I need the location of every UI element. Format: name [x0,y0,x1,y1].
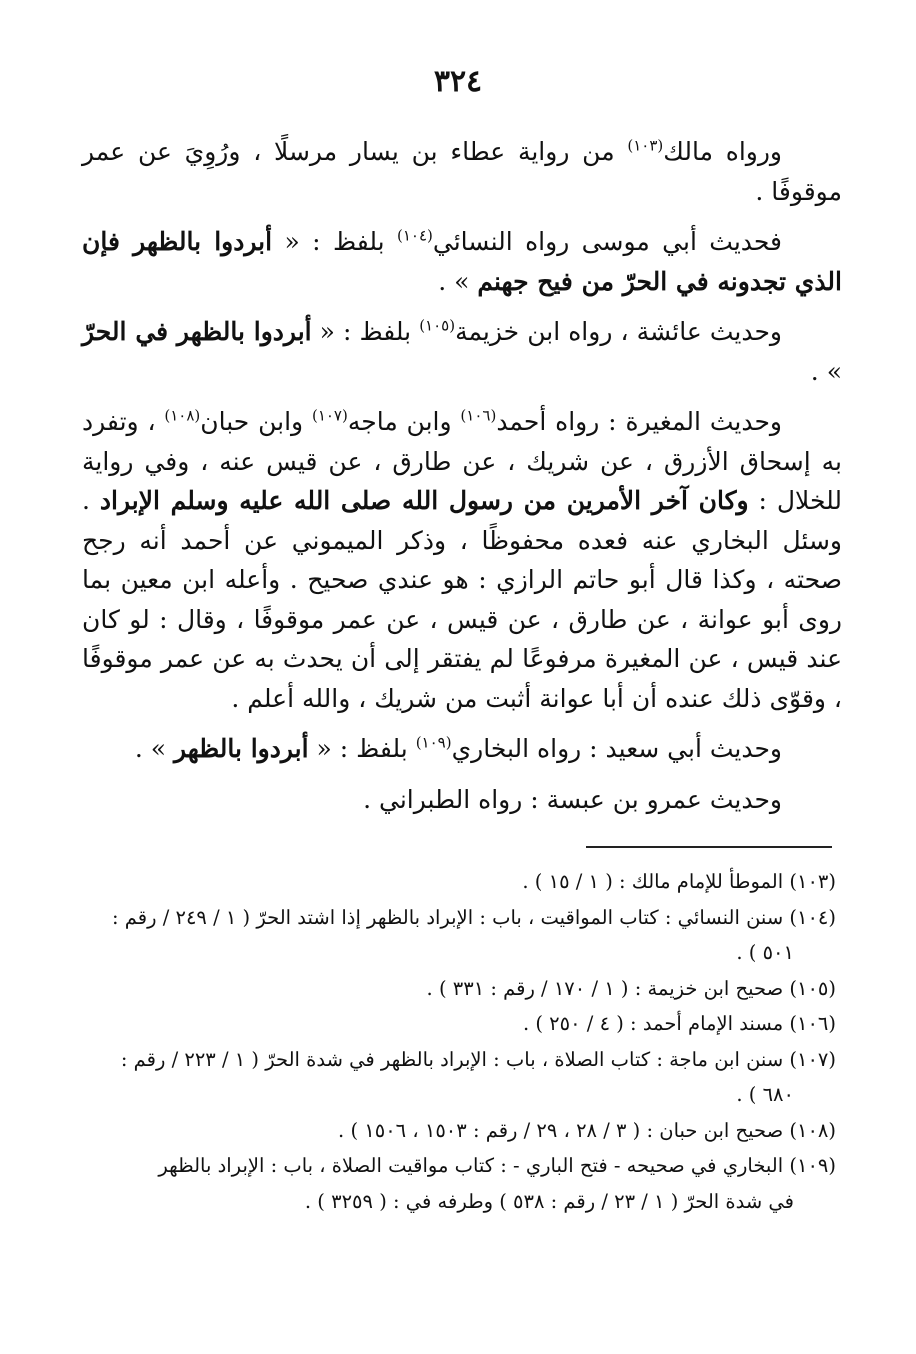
footnote-ref[interactable]: (١٠٦) [460,406,497,425]
footnotes [78,864,836,1219]
paragraph-text: . وسئل البخاري عنه فعده محفوظًا ، وذكر الميموني عن أحمد أنه رجح صحته ، وكذا قال أبو حاتم الرازي : هو عندي صحيح . وأعله ابن معين بما روى أبو عوانة ، عن طارق ، عن قيس ، عن عمر موقوفًا ، وقال : لو كان عند قيس ، عن المغيرة مرفوعًا لم يفتقر إلى أن يحدث به عن عمر موقوفًا ، وقوّى ذلك عنده أن أبا عوانة أثبت من شريك ، والله أعلم . [82,486,842,713]
paragraph-text: وحديث أبي سعيد : رواه البخاري [451,734,782,763]
paragraph-text: » . [438,266,478,296]
hadith-quote: وكان آخر الأمرين من رسول الله صلى الله عليه وسلم الإبراد [99,486,749,515]
footnote-ref[interactable]: (١٠٧) [311,406,348,425]
paragraph-amr [82,780,842,820]
paragraph-aisha [82,312,842,391]
footnote-number: (١٠٥) [789,976,836,1000]
paragraph-text: وابن ماجه [347,407,461,436]
footnote-continuation: في شدة الحرّ ( ١ / ٢٣ / رقم : ٥٣٨ ) وطرفه في : ( ٣٢٥٩ ) . [304,1189,794,1213]
footnote-number: (١٠٨) [789,1118,836,1142]
paragraph-text: وابن حبان [200,407,312,436]
footnote-text: الموطأ للإمام مالك : ( ١ / ١٥ ) . [522,870,790,893]
hadith-quote: أبردوا بالظهر في الحرّ [82,317,312,346]
paragraph-malik [82,132,842,211]
footnote-text: صحيح ابن خزيمة : ( ١ / ١٧٠ / رقم : ٣٣١ ) . [426,976,790,1000]
footnote-number: (١٠٩) [789,1154,836,1177]
footnote-text: البخاري في صحيحه - فتح الباري - : كتاب مواقيت الصلاة ، باب : الإبراد بالظهر [158,1154,790,1177]
main-text [82,132,842,819]
paragraph-text: بلفظ : « [308,734,416,763]
footnote-ref[interactable]: (١٠٨) [164,406,201,425]
footnote-text: مسند الإمام أحمد : ( ٤ / ٢٥٠ ) . [522,1012,790,1035]
paragraph-text: » . [810,356,842,386]
footnote-107 [78,1042,836,1113]
footnote-103 [78,864,836,900]
paragraph-text: بلفظ : « [272,227,397,256]
footnote-text: سنن النسائي : كتاب المواقيت ، باب : الإبراد بالظهر إذا اشتد الحرّ ( ١ / ٢٤٩ / رقم : [112,905,790,929]
paragraph-abu-said [82,729,842,769]
hadith-quote: أبردوا بالظهر فإن الذي تجدونه في الحرّ من فيح جهنم [82,227,842,296]
footnote-109 [78,1148,836,1219]
paragraph-text: وحديث عائشة ، رواه ابن خزيمة [455,317,782,346]
footnote-continuation: ٦٨٠ ) . [736,1083,794,1106]
page-number: ٣٢٤ [433,64,483,99]
footnote-105 [78,971,836,1007]
footnote-ref[interactable]: (١٠٩) [415,733,452,752]
paragraph-text: وحديث المغيرة : رواه أحمد [496,407,782,436]
footnote-number: (١٠٦) [789,1012,836,1035]
footnote-ref[interactable]: (١٠٣) [627,136,664,155]
paragraph-text: » . [134,734,174,763]
footnote-ref[interactable]: (١٠٥) [419,316,456,335]
footnote-number: (١٠٤) [789,905,836,929]
paragraph-text: من رواية عطاء بن يسار مرسلًا ، ورُوِيَ عن عمر موقوفًا . [82,137,842,206]
paragraph-text: فحديث أبي موسى رواه النسائي [432,227,782,256]
footnote-108 [78,1113,836,1149]
paragraph-text: ، وتفرد به إسحاق الأزرق ، عن شريك ، عن طارق ، عن قيس عنه ، وفي رواية للخلال : [82,407,842,515]
footnote-ref[interactable]: (١٠٤) [396,226,433,245]
footnote-separator [586,846,832,848]
footnote-text: سنن ابن ماجة : كتاب الصلاة ، باب : الإبراد بالظهر في شدة الحرّ ( ١ / ٢٢٣ / رقم : [120,1047,790,1071]
paragraph-mughira [82,402,842,718]
hadith-quote: أبردوا بالظهر [173,734,309,763]
footnote-text: صحيح ابن حبان : ( ٣ / ٢٨ ، ٢٩ / رقم : ١٥٠٣ ، ١٥٠٦ ) . [338,1118,790,1142]
footnote-104 [78,900,836,971]
footnote-continuation: ٥٠١ ) . [736,941,794,964]
paragraph-text: بلفظ : « [311,317,420,346]
footnote-number: (١٠٣) [789,870,836,893]
paragraph-text: ورواه مالك [663,137,782,166]
footnote-number: (١٠٧) [789,1047,836,1071]
paragraph-text: وحديث عمرو بن عبسة : رواه الطبراني . [363,784,782,814]
footnote-106 [78,1006,836,1042]
paragraph-abu-musa [82,222,842,301]
